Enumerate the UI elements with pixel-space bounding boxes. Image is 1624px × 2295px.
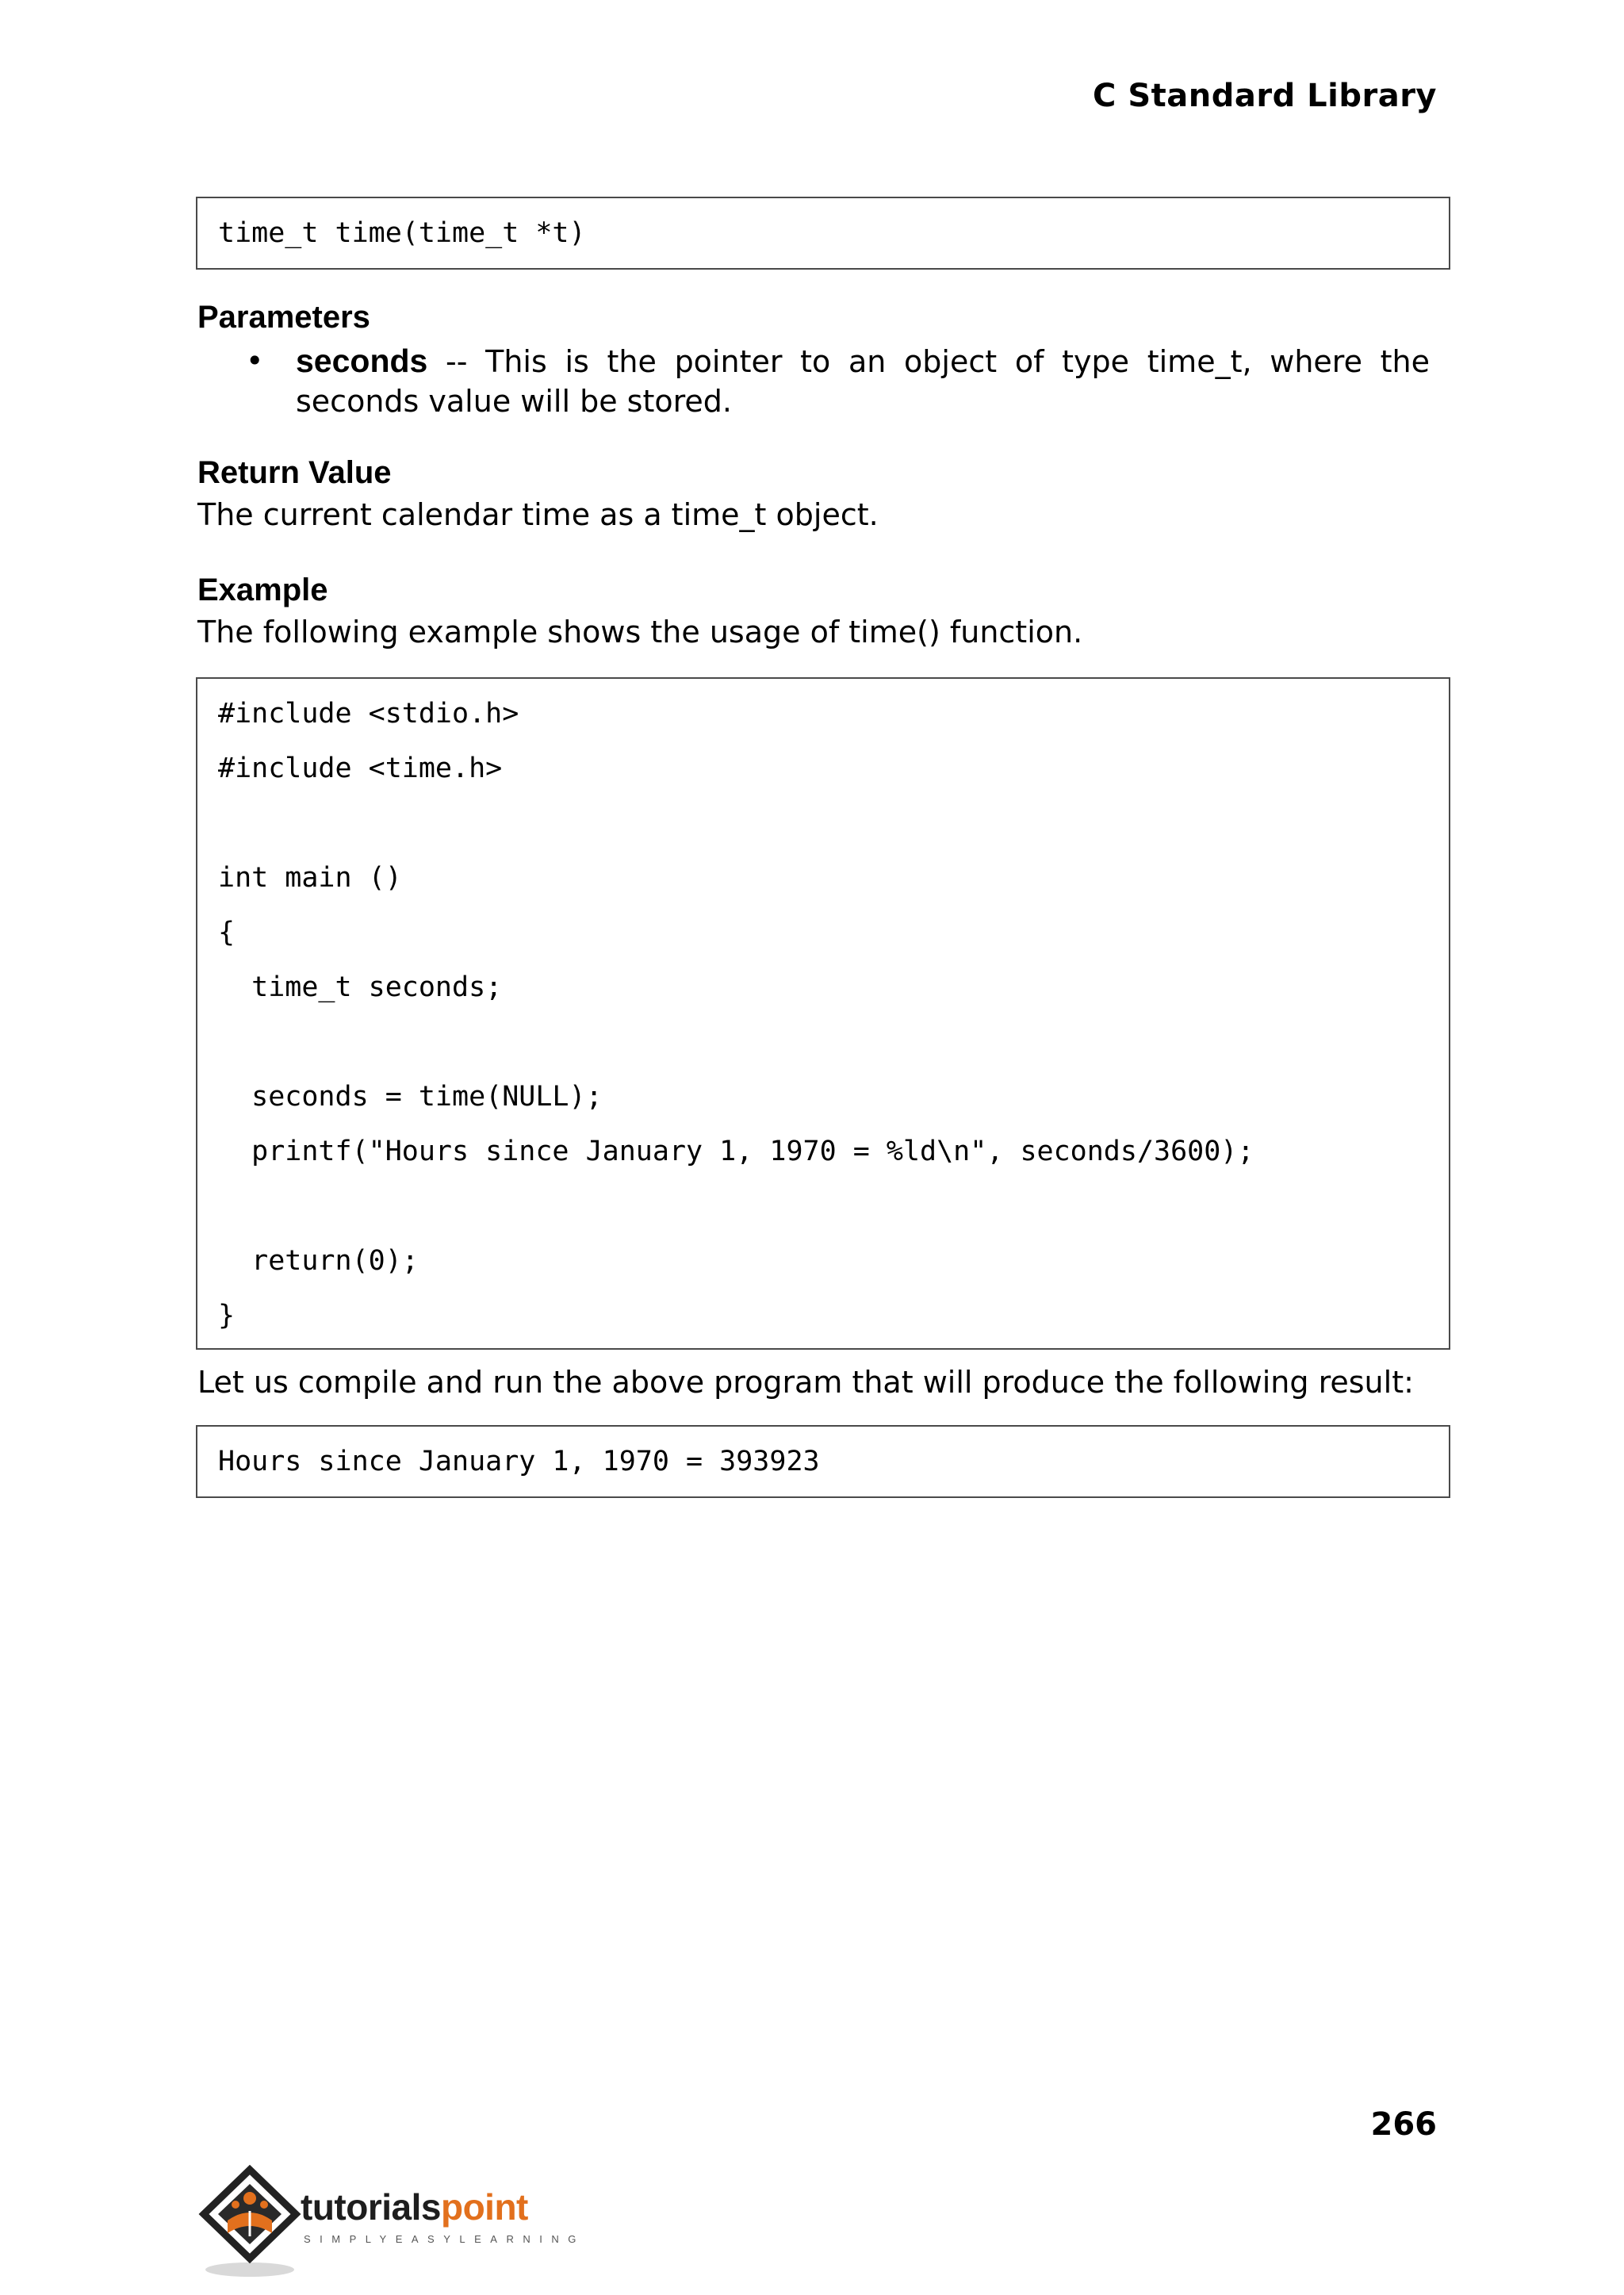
result-output-box bbox=[196, 1425, 1450, 1498]
return-value-heading: Return Value bbox=[197, 455, 392, 490]
parameter-separator: -- bbox=[427, 344, 486, 379]
example-heading: Example bbox=[197, 573, 328, 607]
example-code-box bbox=[196, 677, 1450, 1350]
example-intro: The following example shows the usage of time() function. bbox=[197, 615, 1083, 649]
code-line: time_t seconds; bbox=[218, 971, 503, 1003]
signature-code-box bbox=[196, 197, 1450, 270]
logo-emblem-icon bbox=[196, 2163, 307, 2282]
code-line: #include <time.h> bbox=[218, 753, 503, 784]
parameters-heading: Parameters bbox=[197, 300, 370, 335]
logo-wordmark: tutorialspoint bbox=[301, 2186, 528, 2228]
parameter-name: seconds bbox=[296, 343, 428, 379]
parameter-description: This is the pointer to an object of type time_t, where the seconds value will be stored. bbox=[296, 344, 1430, 419]
code-line: printf("Hours since January 1, 1970 = %ld\n", seconds/3600); bbox=[218, 1136, 1254, 1167]
bullet-icon: • bbox=[246, 343, 264, 378]
code-line: return(0); bbox=[218, 1245, 419, 1277]
logo-tagline: SIMPLYEASYLEARNING bbox=[304, 2233, 585, 2245]
code-line: #include <stdio.h> bbox=[218, 698, 519, 730]
code-line: } bbox=[218, 1300, 236, 1331]
code-line: seconds = time(NULL); bbox=[218, 1081, 603, 1113]
parameter-text bbox=[296, 341, 1430, 421]
tutorialspoint-logo bbox=[196, 2163, 585, 2282]
return-value-text: The current calendar time as a time_t object. bbox=[197, 497, 879, 532]
header-title: C Standard Library bbox=[1093, 78, 1437, 114]
page-number: 266 bbox=[1370, 2106, 1437, 2143]
code-line: int main () bbox=[218, 862, 402, 894]
result-output: Hours since January 1, 1970 = 393923 bbox=[218, 1446, 820, 1477]
signature-code: time_t time(time_t *t) bbox=[218, 217, 586, 249]
code-line: { bbox=[218, 917, 236, 948]
result-intro: Let us compile and run the above program that will produce the following result: bbox=[197, 1365, 1414, 1400]
